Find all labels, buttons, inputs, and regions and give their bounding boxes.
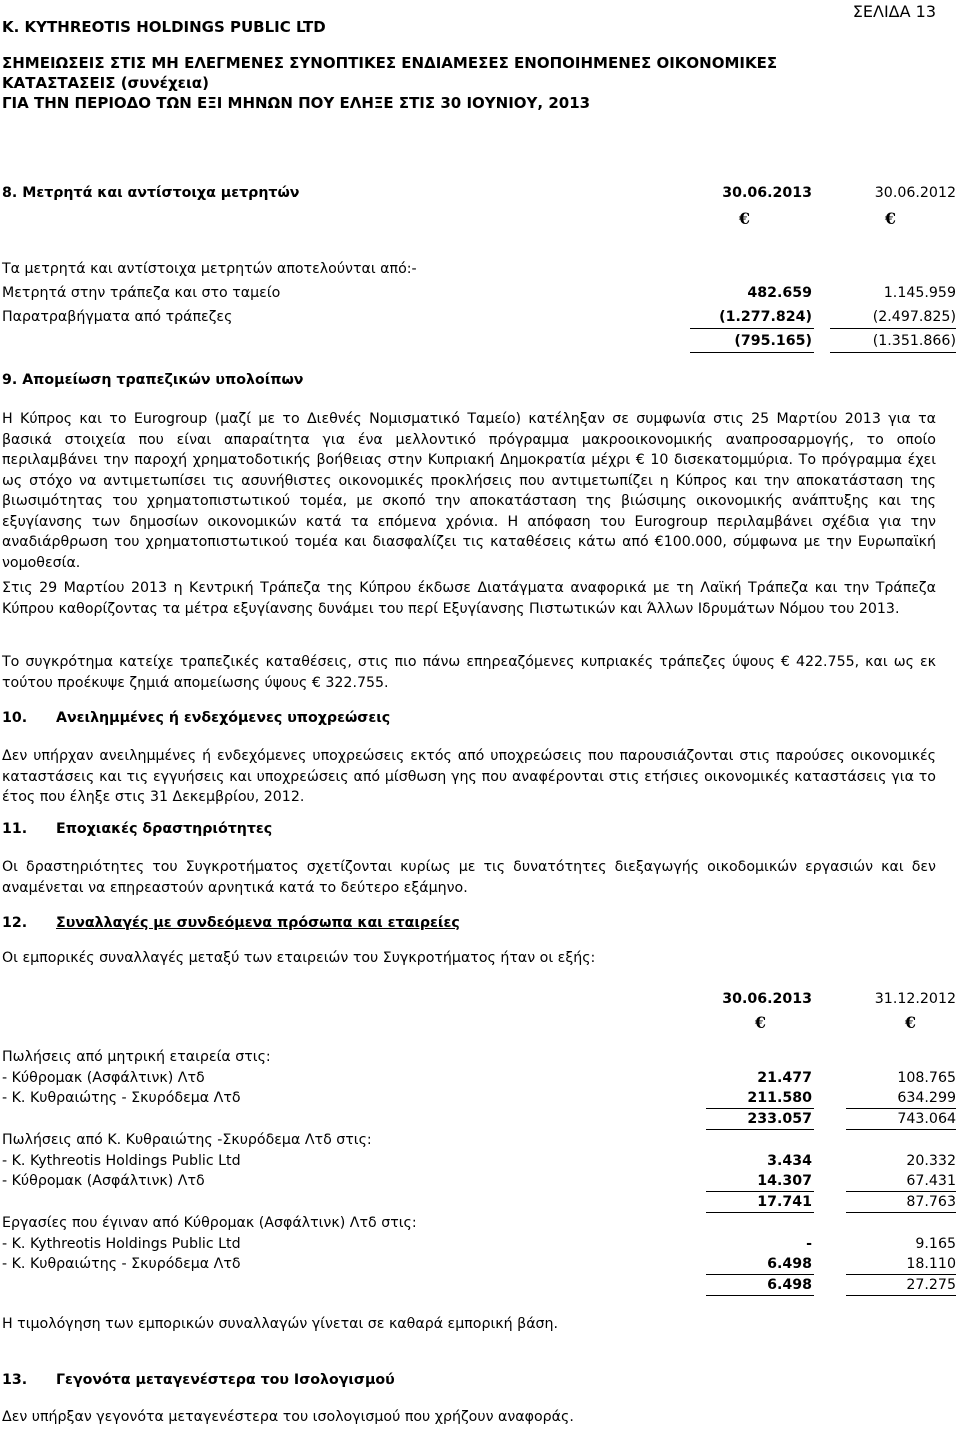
underline xyxy=(706,1191,814,1192)
note-8-heading: 8. Μετρητά και αντίστοιχα μετρητών xyxy=(2,185,300,201)
table-row-label: - K. Kythreotis Holdings Public Ltd xyxy=(2,1153,241,1169)
euro-symbol-col1: € xyxy=(738,209,750,228)
underline xyxy=(846,1295,956,1296)
table-row-label: - Κύθρομακ (Ασφάλτινκ) Λτδ xyxy=(2,1070,205,1086)
group-total-2: 27.275 xyxy=(906,1277,956,1293)
table-row-value-1: 21.477 xyxy=(757,1070,812,1086)
group-total-1: 233.057 xyxy=(747,1111,812,1127)
group-title: Εργασίες που έγιναν από Κύθρομακ (Ασφάλτινκ) Λτδ στις: xyxy=(2,1215,417,1231)
group-title: Πωλήσεις από Κ. Κυθραιώτης -Σκυρόδεμα Λτδ στις: xyxy=(2,1132,372,1148)
table-row-value-2: 18.110 xyxy=(906,1256,956,1272)
underline xyxy=(706,1212,814,1213)
underline xyxy=(706,1295,814,1296)
underline xyxy=(706,1129,814,1130)
underline xyxy=(830,352,956,353)
note-12-col1-header: 30.06.2013 xyxy=(722,991,812,1007)
underline xyxy=(706,1108,814,1109)
note-12-number: 12. xyxy=(2,915,28,931)
note-11-number: 11. xyxy=(2,821,28,837)
note-12-intro: Οι εμπορικές συναλλαγές μεταξύ των εταιρειών του Συγκροτήματος ήταν οι εξής: xyxy=(2,950,596,966)
underline xyxy=(846,1108,956,1109)
table-row-label: - Κ. Κυθραιώτης - Σκυρόδεμα Λτδ xyxy=(2,1256,241,1272)
note-12-footer: Η τιμολόγηση των εμπορικών συναλλαγών γίνεται σε καθαρά εμπορική βάση. xyxy=(2,1316,559,1332)
note-9-heading: 9. Απομείωση τραπεζικών υπολοίπων xyxy=(2,372,304,388)
table-row-value-2: 108.765 xyxy=(897,1070,956,1086)
underline xyxy=(690,328,814,329)
note-8-col1-header: 30.06.2013 xyxy=(722,185,812,201)
underline xyxy=(846,1274,956,1275)
group-title: Πωλήσεις από μητρική εταιρεία στις: xyxy=(2,1049,271,1065)
underline xyxy=(846,1129,956,1130)
underline xyxy=(690,352,814,353)
note-8-row-value-1: 482.659 xyxy=(747,285,812,301)
note-8-row-value-2: (2.497.825) xyxy=(872,309,956,325)
table-row-value-2: 634.299 xyxy=(897,1090,956,1106)
table-row-value-1: 6.498 xyxy=(767,1256,812,1272)
group-total-1: 17.741 xyxy=(757,1194,812,1210)
table-row-value-2: 9.165 xyxy=(915,1236,956,1252)
note-9-paragraph-1: Η Κύπρος και το Eurogroup (μαζί με το Διεθνές Νομισματικό Ταμείο) κατέληξαν σε συμφωνία στις 25 Μαρτίου 2013 για τα βασικά στοιχεία που είναι απαραίτητα για ένα μελλοντικό πρόγραμμα μακροοικονομικής αναπροσαρμογής, το οποίο περιλαμβάνει την παροχή χρηματοδοτικής βοήθειας στην Κυπριακή Δημοκρατία μέχρι € 10 δισεκατομμύρια. Το πρόγραμμα έχει ως στόχο να αντιμετωπίσει τις ασυνήθιστες οικονομικές προκλήσεις που αντιμετωπίζει η Κύπρος και την αποκατάσταση της βιωσιμότητας του χρηματοπιστωτικού τομέα, με σκοπό την αποκατάσταση της βιώσιμης οικονομικής ανάπτυξης και της εξυγίανσης των δημοσίων οικονομικών κατά τα επόμενα χρόνια. Η απόφαση του Eurogroup περιλαμβάνει σχέδια για την αναδιάρθρωση του χρηματοπιστωτικού τομέα και διασφαλίζει τις καταθέσεις κάτω από €100.000, σύμφωνα με την Ευρωπαϊκή νομοθεσία. xyxy=(2,411,936,571)
group-total-2: 87.763 xyxy=(906,1194,956,1210)
table-row-value-2: 67.431 xyxy=(906,1173,956,1189)
table-row-label: - K. Kythreotis Holdings Public Ltd xyxy=(2,1236,241,1252)
group-total-1: 6.498 xyxy=(767,1277,812,1293)
note-12-col2-header: 31.12.2012 xyxy=(874,991,956,1007)
note-8-intro: Τα μετρητά και αντίστοιχα μετρητών αποτελούνται από:- xyxy=(2,261,417,277)
note-10-paragraph: Δεν υπήρχαν ανειλημμένες ή ενδεχόμενες υποχρεώσεις εκτός από υποχρεώσεις που παρουσιάζονται στις παρούσες οικονομικές καταστάσεις και τις εγγυήσεις και υποχρεώσεις από μίσθωση γης που αναφέρονται στις ετήσιες οικονομικές καταστάσεις για το έτος που έληξε στις 31 Δεκεμβρίου, 2012. xyxy=(2,748,936,805)
note-10-number: 10. xyxy=(2,710,28,726)
note-8-row-label: Μετρητά στην τράπεζα και στο ταμείο xyxy=(2,285,281,301)
note-8-col2-header: 30.06.2012 xyxy=(874,185,956,201)
note-12-title: Συναλλαγές με συνδεόμενα πρόσωπα και εταιρείες xyxy=(56,915,460,931)
note-9-paragraph-2: Στις 29 Μαρτίου 2013 η Κεντρική Τράπεζα της Κύπρου έκδωσε Διατάγματα αναφορικά με τη Λαϊκή Τράπεζα και την Τράπεζα Κύπρου καθορίζοντας τα μέτρα εξυγίανσης δυνάμει του περί Εξυγίανσης Πιστωτικών και Άλλων Ιδρυμάτων Νόμου του 2013. xyxy=(2,580,936,617)
table-row-label: - Κ. Κυθραιώτης - Σκυρόδεμα Λτδ xyxy=(2,1090,241,1106)
euro-symbol-col2: € xyxy=(904,1013,916,1032)
table-row-value-1: - xyxy=(806,1236,812,1252)
note-11-title: Εποχιακές δραστηριότητες xyxy=(56,821,273,837)
note-13-number: 13. xyxy=(2,1372,28,1388)
note-8-total-1: (795.165) xyxy=(734,333,812,349)
note-11-paragraph: Οι δραστηριότητες του Συγκροτήματος σχετίζονται κυρίως με τις δυνατότητες διεξαγωγής οικοδομικών εργασιών και δεν αναμένεται να επηρεαστούν αρνητικά κατά το δεύτερο εξάμηνο. xyxy=(2,859,936,896)
document-title-line-2: ΚΑΤΑΣΤΑΣΕΙΣ (συνέχεια) xyxy=(2,74,209,92)
note-8-row-label: Παρατραβήγματα από τράπεζες xyxy=(2,309,233,325)
note-8-total-2: (1.351.866) xyxy=(872,333,956,349)
table-row-label: - Κύθρομακ (Ασφάλτινκ) Λτδ xyxy=(2,1173,205,1189)
note-10-title: Ανειλημμένες ή ενδεχόμενες υποχρεώσεις xyxy=(56,710,391,726)
note-8-row-value-2: 1.145.959 xyxy=(883,285,956,301)
company-name: K. KYTHREOTIS HOLDINGS PUBLIC LTD xyxy=(2,18,326,36)
euro-symbol-col2: € xyxy=(884,209,896,228)
underline xyxy=(846,1212,956,1213)
group-total-2: 743.064 xyxy=(897,1111,956,1127)
table-row-value-1: 211.580 xyxy=(747,1090,812,1106)
document-title-line-3: ΓΙΑ ΤΗΝ ΠΕΡΙΟΔΟ ΤΩΝ ΕΞΙ ΜΗΝΩΝ ΠΟΥ ΕΛΗΞΕ ΣΤΙΣ 30 ΙΟΥΝΙΟΥ, 2013 xyxy=(2,94,591,112)
underline xyxy=(846,1191,956,1192)
document-title-line-1: ΣΗΜΕΙΩΣΕΙΣ ΣΤΙΣ ΜΗ ΕΛΕΓΜΕΝΕΣ ΣΥΝΟΠΤΙΚΕΣ ΕΝΔΙΑΜΕΣΕΣ ΕΝΟΠΟΙΗΜΕΝΕΣ ΟΙΚΟΝΟΜΙΚΕΣ xyxy=(2,54,778,72)
underline xyxy=(830,328,956,329)
note-8-row-value-1: (1.277.824) xyxy=(719,309,812,325)
note-13-paragraph: Δεν υπήρξαν γεγονότα μεταγενέστερα του ισολογισμού που χρήζουν αναφοράς. xyxy=(2,1409,574,1425)
underline xyxy=(706,1274,814,1275)
table-row-value-2: 20.332 xyxy=(906,1153,956,1169)
page-number: ΣΕΛΙΔΑ 13 xyxy=(852,2,936,21)
note-13-title: Γεγονότα μεταγενέστερα του Ισολογισμού xyxy=(56,1372,395,1388)
table-row-value-1: 3.434 xyxy=(767,1153,812,1169)
table-row-value-1: 14.307 xyxy=(757,1173,812,1189)
euro-symbol-col1: € xyxy=(754,1013,766,1032)
note-9-paragraph-3: Το συγκρότημα κατείχε τραπεζικές καταθέσεις, στις πιο πάνω επηρεαζόμενες κυπριακές τράπεζες ύψους € 422.755, και ως εκ τούτου προέκυψε ζημιά απομείωσης ύψους € 322.755. xyxy=(2,654,936,691)
